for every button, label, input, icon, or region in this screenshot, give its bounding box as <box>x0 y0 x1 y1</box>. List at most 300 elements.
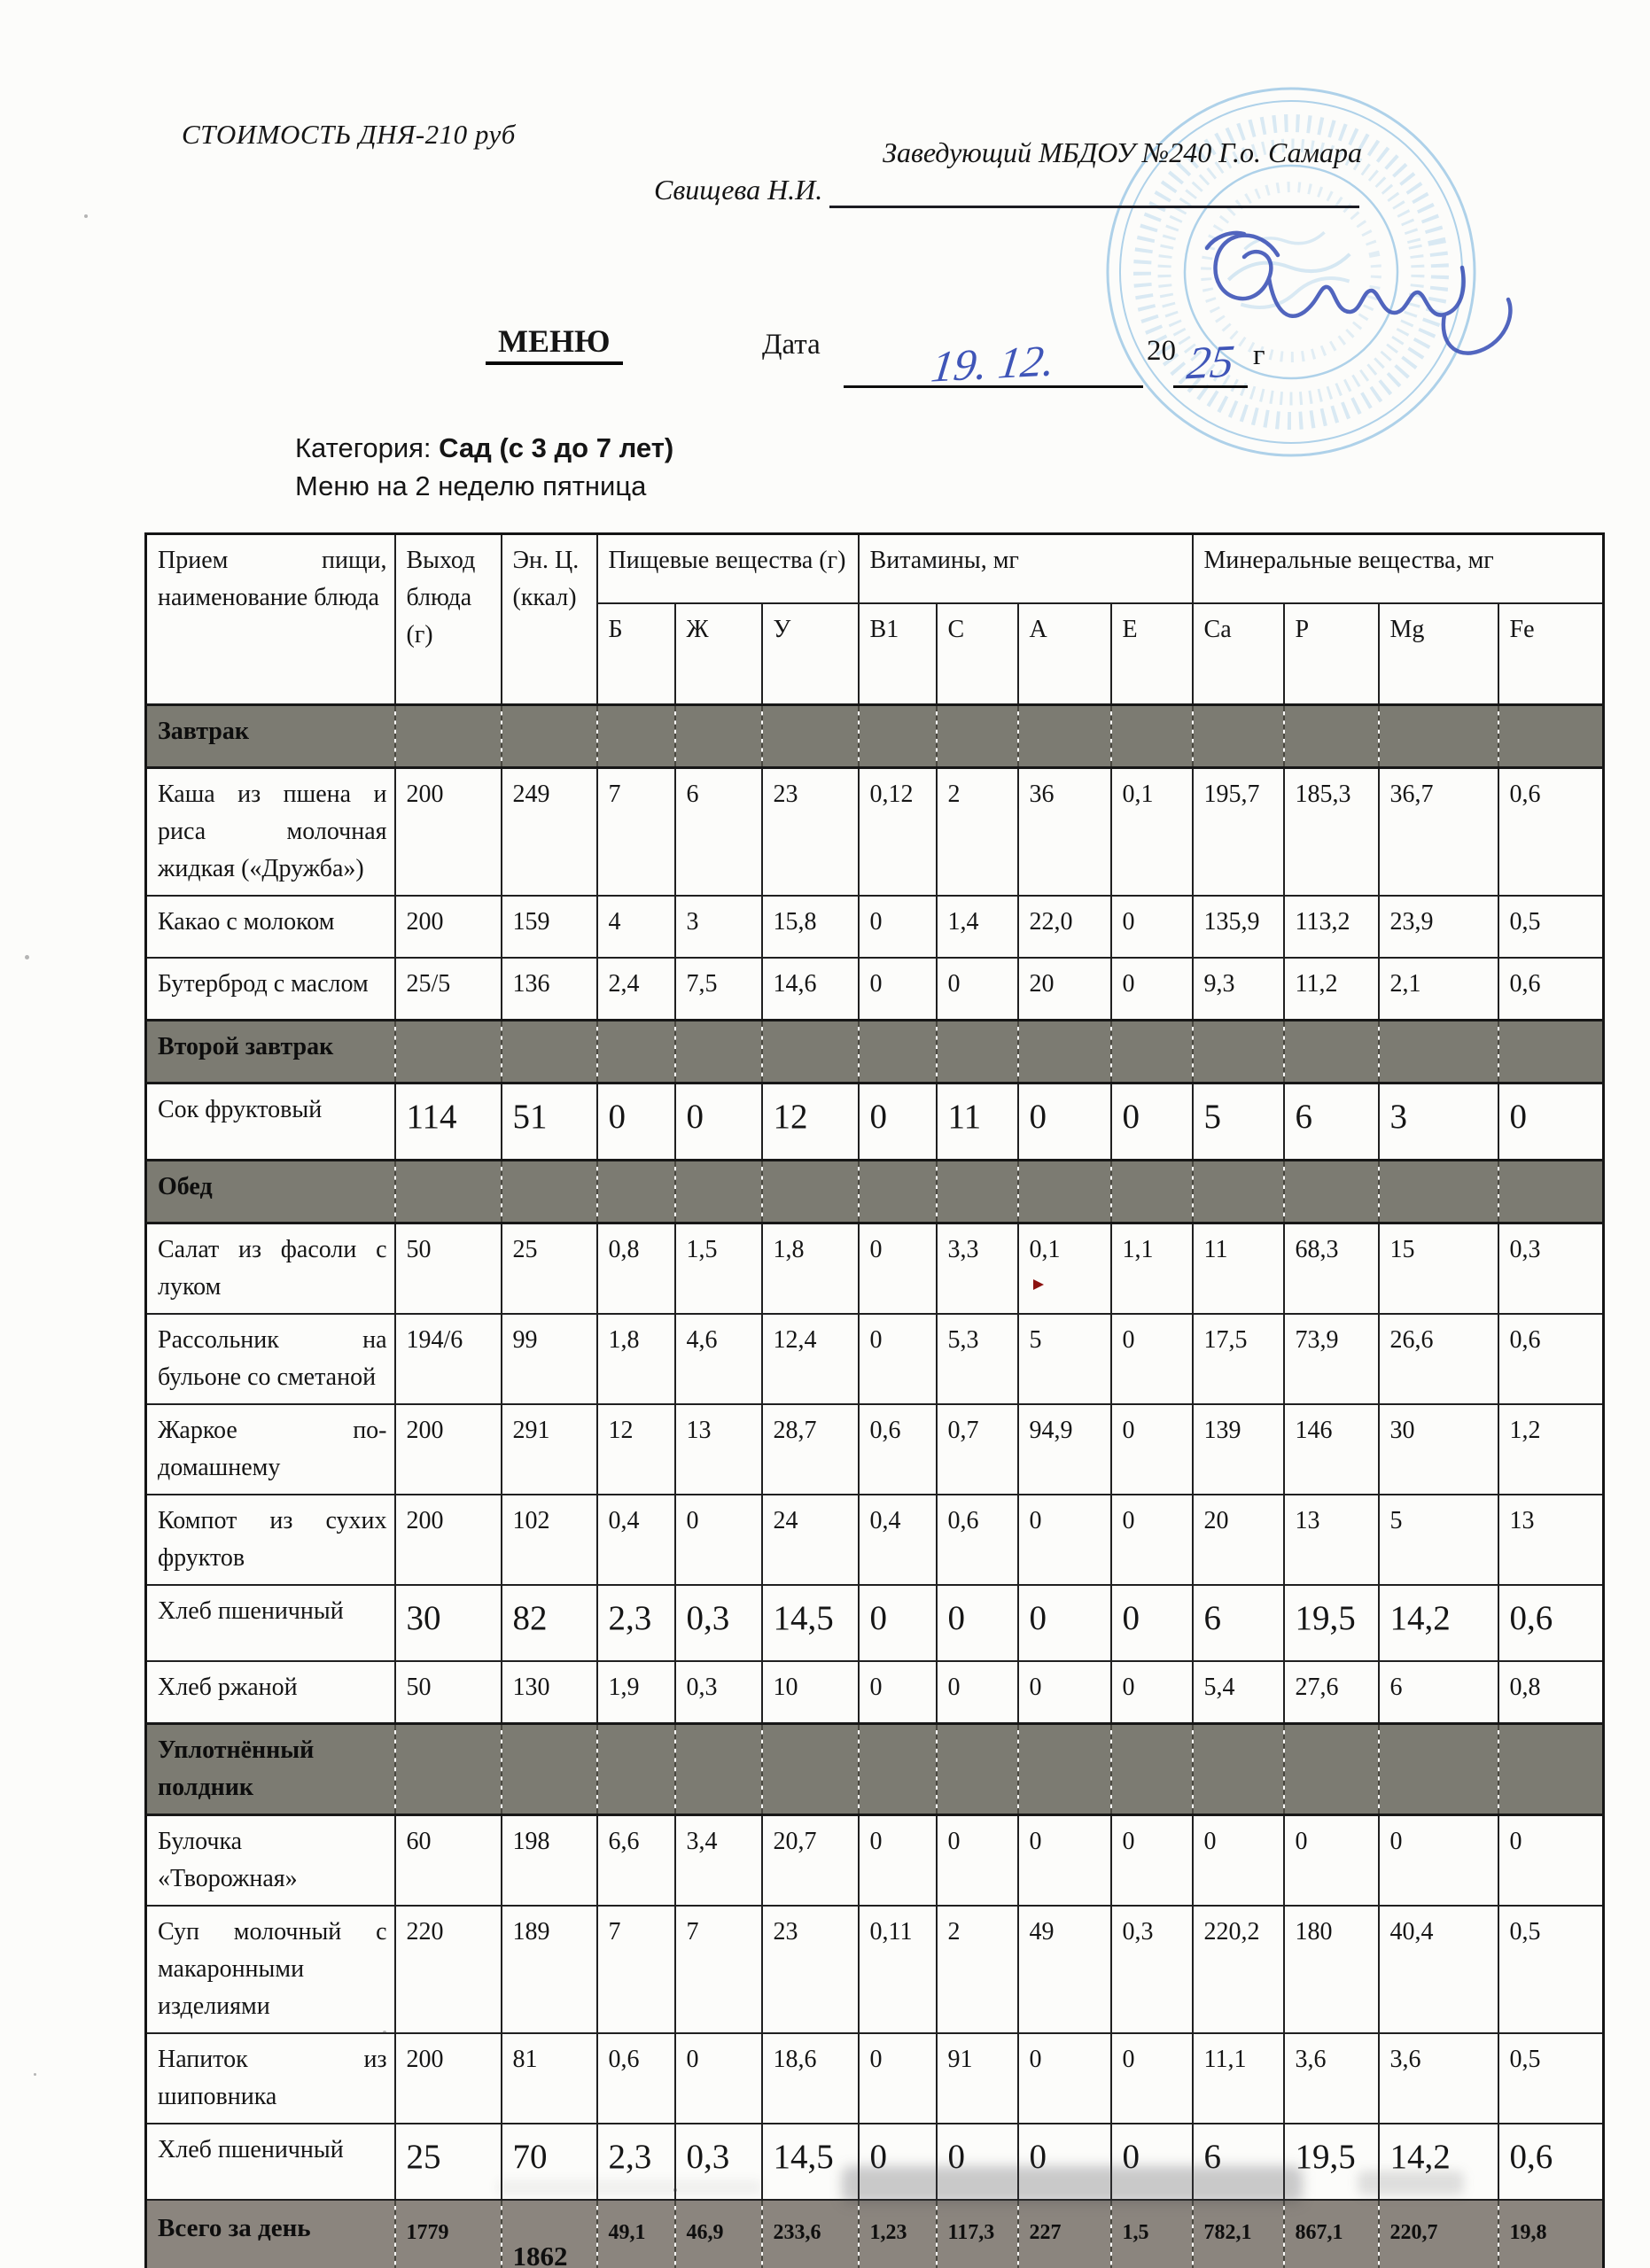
value-cell: 0 <box>597 1084 675 1161</box>
section-cell <box>675 1724 762 1815</box>
value-cell: 114 <box>395 1084 502 1161</box>
value-cell: 5,4 <box>1193 1661 1284 1724</box>
value-cell: 0 <box>1498 1084 1604 1161</box>
section-cell <box>1018 1161 1111 1223</box>
value-cell: 22,0 <box>1018 896 1111 958</box>
value-cell: 194/6 <box>395 1314 502 1404</box>
group-header-nutrients: Пищевые вещества (г) <box>597 534 859 604</box>
section-cell <box>1498 1724 1604 1815</box>
value-cell: 50 <box>395 1661 502 1724</box>
dish-name: Напиток из шиповника <box>146 2033 395 2124</box>
value-cell: 24 <box>762 1495 859 1585</box>
value-cell: 51 <box>502 1084 597 1161</box>
value-cell: 6 <box>1284 1084 1379 1161</box>
section-row <box>146 1724 1604 1815</box>
value-cell: 12 <box>597 1404 675 1495</box>
section-cell <box>597 1724 675 1815</box>
value-cell: 1,5 <box>1111 2200 1193 2268</box>
dish-row <box>146 1495 1604 1585</box>
section-row <box>146 705 1604 768</box>
section-cell <box>1193 1021 1284 1084</box>
dish-row <box>146 958 1604 1021</box>
section-cell <box>1111 1021 1193 1084</box>
value-cell: 3,4 <box>675 1815 762 1907</box>
section-cell <box>1018 1724 1111 1815</box>
category-label: Категория: <box>295 432 432 463</box>
section-label: Завтрак <box>146 705 395 768</box>
value-cell: 130 <box>502 1661 597 1724</box>
value-cell: 1,23 <box>859 2200 937 2268</box>
value-cell: 180 <box>1284 1906 1379 2033</box>
value-cell: 14,6 <box>762 958 859 1021</box>
value-cell: 2,3 <box>597 1585 675 1661</box>
value-cell: 200 <box>395 1495 502 1585</box>
scan-speck <box>25 955 29 959</box>
section-cell <box>762 1021 859 1084</box>
value-cell: 13 <box>1498 1495 1604 1585</box>
value-cell: 3,6 <box>1379 2033 1498 2124</box>
value-cell: 7 <box>597 768 675 897</box>
scan-speck <box>673 2188 677 2192</box>
section-cell <box>1111 705 1193 768</box>
section-cell <box>1379 705 1498 768</box>
value-cell: 159 <box>502 896 597 958</box>
scan-smudge <box>1358 2171 1464 2195</box>
year-suffix: г <box>1253 339 1265 371</box>
group-header-row <box>146 534 1604 604</box>
value-cell: 0 <box>1379 1815 1498 1907</box>
value-cell: 0,6 <box>1498 2124 1604 2200</box>
value-cell: 113,2 <box>1284 896 1379 958</box>
value-cell: 3,6 <box>1284 2033 1379 2124</box>
value-cell: 0,5 <box>1498 896 1604 958</box>
dish-name: Сок фруктовый <box>146 1084 395 1161</box>
value-cell: 0 <box>859 1314 937 1404</box>
section-label: Уплотнённый полдник <box>146 1724 395 1815</box>
handwritten-date: 19. 12. <box>929 335 1058 392</box>
value-cell: 30 <box>1379 1404 1498 1495</box>
section-cell <box>859 1724 937 1815</box>
value-cell: 0 <box>1111 1495 1193 1585</box>
value-cell: 0 <box>1018 1495 1111 1585</box>
value-cell: 10 <box>762 1661 859 1724</box>
section-cell <box>1284 1021 1379 1084</box>
value-cell: 0 <box>675 1084 762 1161</box>
section-row <box>146 1021 1604 1084</box>
value-cell: 0,6 <box>859 1404 937 1495</box>
date-label: Дата <box>762 329 821 361</box>
value-cell: 7,5 <box>675 958 762 1021</box>
value-cell: 0 <box>859 1815 937 1907</box>
value-cell: 5 <box>1193 1084 1284 1161</box>
section-cell <box>502 1021 597 1084</box>
section-cell <box>597 1161 675 1223</box>
menu-table <box>144 532 1605 2268</box>
value-cell: 9,3 <box>1193 958 1284 1021</box>
value-cell: 0 <box>937 1815 1018 1907</box>
value-cell: 19,5 <box>1284 1585 1379 1661</box>
value-cell: 0,8 <box>1498 1661 1604 1724</box>
value-cell: 0 <box>1111 896 1193 958</box>
section-label: Обед <box>146 1161 395 1223</box>
value-cell: 7 <box>675 1906 762 2033</box>
value-cell: 2,1 <box>1379 958 1498 1021</box>
value-cell: 15 <box>1379 1223 1498 1315</box>
value-cell: 0,1 <box>1018 1223 1111 1315</box>
menu-title: МЕНЮ <box>486 322 623 365</box>
section-cell <box>675 1161 762 1223</box>
section-cell <box>1284 1724 1379 1815</box>
value-cell: 26,6 <box>1379 1314 1498 1404</box>
value-cell: 68,3 <box>1284 1223 1379 1315</box>
section-cell <box>1498 1021 1604 1084</box>
section-cell <box>502 1161 597 1223</box>
category-line <box>295 432 673 464</box>
value-cell: 0,3 <box>675 1585 762 1661</box>
value-cell: 12,4 <box>762 1314 859 1404</box>
value-cell: 23 <box>762 1906 859 2033</box>
section-cell <box>859 1161 937 1223</box>
value-cell: 0 <box>937 1661 1018 1724</box>
value-cell: 867,1 <box>1284 2200 1379 2268</box>
value-cell: 14,5 <box>762 2124 859 2200</box>
section-cell <box>762 1161 859 1223</box>
value-cell: 0,6 <box>1498 958 1604 1021</box>
value-cell: 1,9 <box>597 1661 675 1724</box>
value-cell: 19,5 <box>1284 2124 1379 2200</box>
value-cell: 5,3 <box>937 1314 1018 1404</box>
dish-name: Компот из сухих фруктов <box>146 1495 395 1585</box>
value-cell: 0 <box>859 958 937 1021</box>
scan-speck <box>34 2073 36 2076</box>
value-cell: 0 <box>859 1084 937 1161</box>
value-cell: 0,6 <box>597 2033 675 2124</box>
year-fill-line <box>1173 336 1248 390</box>
value-cell: 25 <box>395 2124 502 2200</box>
value-cell: 1779 <box>395 2200 502 2268</box>
value-cell: 0,6 <box>1498 1314 1604 1404</box>
section-cell <box>395 705 502 768</box>
value-cell: 2 <box>937 768 1018 897</box>
value-cell: 30 <box>395 1585 502 1661</box>
dish-row <box>146 1223 1604 1315</box>
section-cell <box>1018 1021 1111 1084</box>
value-cell: 0,5 <box>1498 1906 1604 2033</box>
nutrient-col-header: У <box>762 603 859 705</box>
section-cell <box>1284 705 1379 768</box>
value-cell: 13 <box>1284 1495 1379 1585</box>
col-header-energy: Эн. Ц. (ккал) <box>502 534 597 705</box>
value-cell: 185,3 <box>1284 768 1379 897</box>
value-cell: 1,8 <box>762 1223 859 1315</box>
value-cell: 0 <box>1018 1084 1111 1161</box>
value-cell: 11,1 <box>1193 2033 1284 2124</box>
dish-name: Салат из фасоли с луком <box>146 1223 395 1315</box>
value-cell: 0 <box>1498 1815 1604 1907</box>
value-cell: 6 <box>1379 1661 1498 1724</box>
dish-name: Хлеб пшеничный <box>146 1585 395 1661</box>
section-cell <box>502 1724 597 1815</box>
value-cell: 0,6 <box>1498 768 1604 897</box>
value-cell: 135,9 <box>1193 896 1284 958</box>
dish-row <box>146 1404 1604 1495</box>
dish-name: Суп молочный с макаронными изделиями <box>146 1906 395 2033</box>
section-label: Второй завтрак <box>146 1021 395 1084</box>
value-cell: 20 <box>1193 1495 1284 1585</box>
signature-rule <box>829 174 1359 208</box>
value-cell: 146 <box>1284 1404 1379 1495</box>
value-cell: 200 <box>395 896 502 958</box>
value-cell: 19,8 <box>1498 2200 1604 2268</box>
dish-name: Каша из пшена и риса молочная жидкая («Дружба») <box>146 768 395 897</box>
value-cell: 0 <box>859 1585 937 1661</box>
total-row <box>146 2200 1604 2268</box>
section-cell <box>1111 1724 1193 1815</box>
dish-name: Какао с молоком <box>146 896 395 958</box>
value-cell: 1862 <box>502 2200 597 2268</box>
value-cell: 0 <box>1018 1815 1111 1907</box>
dish-name: Рассольник на бульоне со сметаной <box>146 1314 395 1404</box>
value-cell: 2 <box>937 1906 1018 2033</box>
value-cell: 0 <box>1018 2124 1111 2200</box>
section-cell <box>859 1021 937 1084</box>
section-cell <box>1379 1161 1498 1223</box>
value-cell: 0 <box>1111 1815 1193 1907</box>
col-header-meal: Прием пищи, наименование блюда <box>146 534 395 705</box>
value-cell: 0 <box>675 2033 762 2124</box>
value-cell: 20,7 <box>762 1815 859 1907</box>
value-cell: 1,1 <box>1111 1223 1193 1315</box>
value-cell: 0 <box>675 1495 762 1585</box>
value-cell: 14,2 <box>1379 2124 1498 2200</box>
group-header-minerals: Минеральные вещества, мг <box>1193 534 1604 604</box>
value-cell: 227 <box>1018 2200 1111 2268</box>
value-cell: 0 <box>1018 1585 1111 1661</box>
dish-row <box>146 1314 1604 1404</box>
value-cell: 94,9 <box>1018 1404 1111 1495</box>
value-cell: 0 <box>1111 1661 1193 1724</box>
section-cell <box>1193 1161 1284 1223</box>
section-cell <box>937 1724 1018 1815</box>
section-cell <box>1193 1724 1284 1815</box>
value-cell: 0,3 <box>675 2124 762 2200</box>
section-cell <box>937 1021 1018 1084</box>
value-cell: 0 <box>1111 2124 1193 2200</box>
category-value: Сад (с 3 до 7 лет) <box>439 432 674 463</box>
col-header-output: Выход блюда (г) <box>395 534 502 705</box>
value-cell: 49,1 <box>597 2200 675 2268</box>
section-cell <box>859 705 937 768</box>
value-cell: 28,7 <box>762 1404 859 1495</box>
value-cell: 0,1 <box>1111 768 1193 897</box>
value-cell: 0 <box>1111 1404 1193 1495</box>
dish-name: Хлеб пшеничный <box>146 2124 395 2200</box>
value-cell: 189 <box>502 1906 597 2033</box>
value-cell: 291 <box>502 1404 597 1495</box>
section-cell <box>1111 1161 1193 1223</box>
value-cell: 5 <box>1018 1314 1111 1404</box>
value-cell: 3,3 <box>937 1223 1018 1315</box>
value-cell: 0 <box>1018 1661 1111 1724</box>
value-cell: 6,6 <box>597 1815 675 1907</box>
week-line: Меню на 2 неделю пятница <box>295 470 647 501</box>
value-cell: 73,9 <box>1284 1314 1379 1404</box>
value-cell: 200 <box>395 1404 502 1495</box>
scan-speck <box>84 214 88 218</box>
value-cell: 3 <box>1379 1084 1498 1161</box>
value-cell: 49 <box>1018 1906 1111 2033</box>
value-cell: 0 <box>859 2124 937 2200</box>
value-cell: 14,2 <box>1379 1585 1498 1661</box>
value-cell: 40,4 <box>1379 1906 1498 2033</box>
value-cell: 0 <box>1111 2033 1193 2124</box>
dish-row <box>146 768 1604 897</box>
value-cell: 6 <box>1193 2124 1284 2200</box>
scan-speck <box>383 2031 386 2034</box>
value-cell: 0,3 <box>1111 1906 1193 2033</box>
value-cell: 36 <box>1018 768 1111 897</box>
section-cell <box>1284 1161 1379 1223</box>
value-cell: 18,6 <box>762 2033 859 2124</box>
section-cell <box>502 705 597 768</box>
section-cell <box>1193 705 1284 768</box>
value-cell: 0,3 <box>675 1661 762 1724</box>
value-cell: 0,5 <box>1498 2033 1604 2124</box>
value-cell: 4,6 <box>675 1314 762 1404</box>
nutrient-col-header: Б <box>597 603 675 705</box>
section-cell <box>1498 1161 1604 1223</box>
value-cell: 0,3 <box>1498 1223 1604 1315</box>
value-cell: 11,2 <box>1284 958 1379 1021</box>
dish-row <box>146 1906 1604 2033</box>
nutrient-col-header: Р <box>1284 603 1379 705</box>
value-cell: 1,4 <box>937 896 1018 958</box>
value-cell: 195,7 <box>1193 768 1284 897</box>
section-cell <box>1379 1021 1498 1084</box>
value-cell: 0 <box>1111 1314 1193 1404</box>
value-cell: 0 <box>1284 1815 1379 1907</box>
value-cell: 82 <box>502 1585 597 1661</box>
dish-name: Всего за день <box>146 2200 395 2268</box>
dish-row <box>146 896 1604 958</box>
value-cell: 0 <box>859 1661 937 1724</box>
value-cell: 46,9 <box>675 2200 762 2268</box>
value-cell: 782,1 <box>1193 2200 1284 2268</box>
value-cell: 20 <box>1018 958 1111 1021</box>
section-cell <box>1498 705 1604 768</box>
nutrient-col-header: А <box>1018 603 1111 705</box>
value-cell: 102 <box>502 1495 597 1585</box>
value-cell: 91 <box>937 2033 1018 2124</box>
value-cell: 23 <box>762 768 859 897</box>
value-cell: 139 <box>1193 1404 1284 1495</box>
dish-row <box>146 1815 1604 1907</box>
value-cell: 0,6 <box>937 1495 1018 1585</box>
scan-smudge <box>842 2166 1303 2203</box>
dish-name: Бутерброд с маслом <box>146 958 395 1021</box>
value-cell: 2,4 <box>597 958 675 1021</box>
value-cell: 0 <box>1111 1084 1193 1161</box>
section-cell <box>597 1021 675 1084</box>
value-cell: 6 <box>675 768 762 897</box>
value-cell: 0 <box>1018 2033 1111 2124</box>
group-header-vitamins: Витамины, мг <box>859 534 1193 604</box>
value-cell: 17,5 <box>1193 1314 1284 1404</box>
value-cell: 117,3 <box>937 2200 1018 2268</box>
value-cell: 1,5 <box>675 1223 762 1315</box>
section-cell <box>395 1021 502 1084</box>
value-cell: 0 <box>937 2124 1018 2200</box>
value-cell: 249 <box>502 768 597 897</box>
value-cell: 0,6 <box>1498 1585 1604 1661</box>
value-cell: 0,12 <box>859 768 937 897</box>
dish-row <box>146 2033 1604 2124</box>
value-cell: 12 <box>762 1084 859 1161</box>
value-cell: 0,4 <box>597 1495 675 1585</box>
section-cell <box>675 705 762 768</box>
section-cell <box>395 1724 502 1815</box>
value-cell: 99 <box>502 1314 597 1404</box>
value-cell: 0 <box>859 1223 937 1315</box>
section-cell <box>937 1161 1018 1223</box>
date-fill-line <box>844 335 1143 392</box>
nutrient-col-header: Ж <box>675 603 762 705</box>
nutrient-col-header: Са <box>1193 603 1284 705</box>
value-cell: 27,6 <box>1284 1661 1379 1724</box>
value-cell: 25/5 <box>395 958 502 1021</box>
value-cell: 0,7 <box>937 1404 1018 1495</box>
nutrient-col-header: Fe <box>1498 603 1604 705</box>
value-cell: 233,6 <box>762 2200 859 2268</box>
head-name-line <box>654 174 1359 208</box>
year-prefix: 20 <box>1147 335 1176 367</box>
dish-name: Хлеб ржаной <box>146 1661 395 1724</box>
value-cell: 0 <box>1111 1585 1193 1661</box>
value-cell: 11 <box>937 1084 1018 1161</box>
dish-name: Булочка «Творожная» <box>146 1815 395 1907</box>
value-cell: 0,8 <box>597 1223 675 1315</box>
value-cell: 220,7 <box>1379 2200 1498 2268</box>
section-row <box>146 1161 1604 1223</box>
value-cell: 200 <box>395 768 502 897</box>
value-cell: 7 <box>597 1906 675 2033</box>
section-cell <box>1018 705 1111 768</box>
value-cell: 5 <box>1379 1495 1498 1585</box>
value-cell: 23,9 <box>1379 896 1498 958</box>
value-cell: 198 <box>502 1815 597 1907</box>
head-name: Свищева Н.И. <box>654 174 823 206</box>
nutrient-col-header: Е <box>1111 603 1193 705</box>
section-cell <box>762 705 859 768</box>
value-cell: 0 <box>937 1585 1018 1661</box>
value-cell: 0 <box>859 2033 937 2124</box>
value-cell: 81 <box>502 2033 597 2124</box>
section-cell <box>762 1724 859 1815</box>
value-cell: 6 <box>1193 1585 1284 1661</box>
value-cell: 220,2 <box>1193 1906 1284 2033</box>
section-cell <box>937 705 1018 768</box>
section-cell <box>597 705 675 768</box>
value-cell: 0 <box>1193 1815 1284 1907</box>
value-cell: 2,3 <box>597 2124 675 2200</box>
value-cell: 4 <box>597 896 675 958</box>
value-cell: 3 <box>675 896 762 958</box>
value-cell: 136 <box>502 958 597 1021</box>
value-cell: 1,8 <box>597 1314 675 1404</box>
nutrient-col-header: С <box>937 603 1018 705</box>
head-of-kindergarten-line: Заведующий МБДОУ №240 Г.о. Самара <box>883 136 1362 168</box>
dish-row <box>146 1661 1604 1724</box>
